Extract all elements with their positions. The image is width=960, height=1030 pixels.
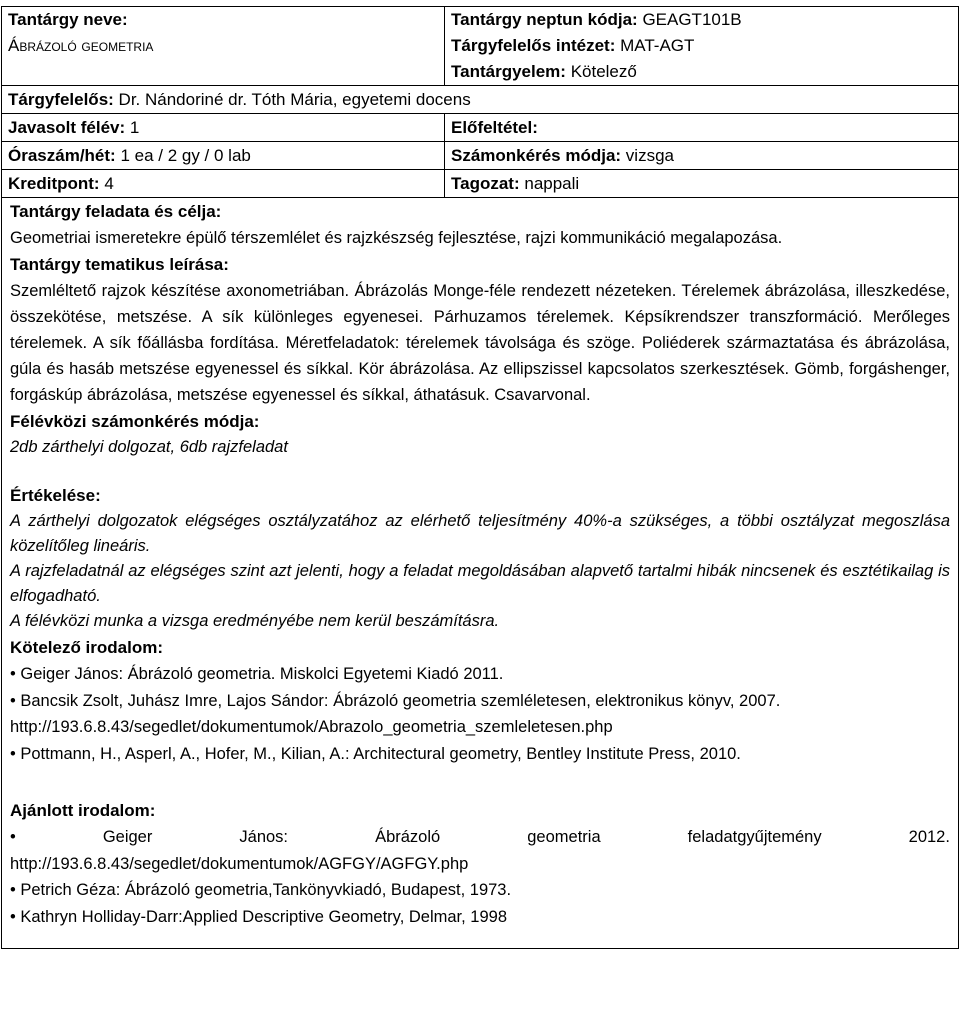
required-lit-item: • Pottmann, H., Asperl, A., Hofer, M., Kilian, A.: Architectural geometry, Bentley Institute Press, 2010.: [10, 744, 741, 763]
exam-value: vizsga: [625, 146, 674, 165]
goal-label: Tantárgy feladata és célja:: [10, 202, 222, 221]
responsible-cell: [2, 86, 959, 114]
credit-label: Kreditpont:: [8, 174, 100, 193]
credit-cell: [2, 170, 445, 198]
institute: MAT-AGT: [620, 36, 695, 55]
exam-label: Számonkérés módja:: [451, 146, 622, 165]
subject-name-cell: [2, 7, 445, 86]
spacer: [10, 767, 950, 797]
recommended-lit-item: • Kathryn Holliday-Darr:Applied Descriptive Geometry, Delmar, 1998: [10, 907, 507, 926]
element-label: Tantárgyelem:: [451, 62, 566, 81]
main-content-cell: [2, 198, 959, 949]
word: János:: [239, 828, 289, 846]
hours-cell: [2, 142, 445, 170]
division-value: nappali: [524, 174, 580, 193]
word: 2012.: [908, 828, 950, 846]
midterm-text: 2db zárthelyi dolgozat, 6db rajzfeladat: [10, 438, 288, 456]
neptun-label: Tantárgy neptun kódja:: [451, 10, 638, 29]
exam-cell: [445, 142, 959, 170]
subject-name-label: Tantárgy neve:: [8, 10, 128, 29]
recommended-lit-item: • Petrich Géza: Ábrázoló geometria,Tankönyvkiadó, Budapest, 1973.: [10, 881, 512, 899]
semester-label: Javasolt félév:: [8, 118, 126, 137]
midterm-label: Félévközi számonkérés módja:: [10, 412, 260, 431]
division-cell: [445, 170, 959, 198]
required-lit-url[interactable]: http://193.6.8.43/segedlet/dokumentumok/Abrazolo_geometria_szemleletesen.php: [10, 718, 613, 736]
topics-text: Szemléltető rajzok készítése axonometriában. Ábrázolás Monge-féle rendezett nézeteken. Térelemek ábrázolása, illeszkedése, összekötése, metszése. A sík különleges egyenesei. Párhuzamos térelemek. Képsíkrendszer transzformáció. Merőleges térelemek. A sík főállásba fordítása. Méretfeladatok: térelemek távolsága és szöge. Poliéderek származtatása és ábrázolása, gúla és hasáb metszése egyenessel és síkkal. Kör ábrázolása. Az ellipszissel kapcsolatos szerkesztések. Gömb, forgáshenger, forgáskúp ábrázolása, metszése egyenessel és síkkal, áthatásuk. Csavarvonal.: [10, 282, 950, 404]
responsible-label: Tárgyfelelős:: [8, 90, 114, 109]
goal-text: Geometriai ismeretekre épülő térszemlélet és rajzkészség fejlesztése, rajzi kommunikáció megalapozása.: [10, 229, 783, 247]
recommended-lit-label: Ajánlott irodalom:: [10, 801, 156, 820]
evaluation-p1: A zárthelyi dolgozatok elégséges osztályzatához az elérhető teljesítmény 40%-a szükséges, a többi osztályzat megoszlása közelítőleg lineáris.: [10, 512, 950, 555]
word: Geiger: [102, 828, 153, 846]
evaluation-p3: A félévközi munka a vizsga eredményébe nem kerül beszámításra.: [10, 612, 500, 630]
semester-value: 1: [129, 118, 140, 137]
required-lit-label: Kötelező irodalom:: [10, 638, 164, 657]
word: geometria: [527, 828, 601, 846]
prereq-cell: [445, 114, 959, 142]
neptun-code: GEAGT101B: [642, 10, 742, 29]
course-sheet: [1, 6, 959, 949]
topics-label: Tantárgy tematikus leírása:: [10, 255, 229, 274]
required-lit-item: • Bancsik Zsolt, Juhász Imre, Lajos Sándor: Ábrázoló geometria szemléletesen, elektronikus könyv, 2007.: [10, 691, 781, 710]
word: feladatgyűjtemény: [687, 828, 822, 846]
bullet: •: [10, 828, 16, 846]
credit-value: 4: [104, 174, 114, 193]
evaluation-label: Értékelése:: [10, 486, 101, 505]
hours-value: 1 ea / 2 gy / 0 lab: [120, 146, 251, 165]
subject-name: Ábrázoló geometria: [8, 36, 154, 55]
division-label: Tagozat:: [451, 174, 520, 193]
hours-label: Óraszám/hét:: [8, 146, 116, 165]
evaluation-p2: A rajzfeladatnál az elégséges szint azt jelenti, hogy a feladat megoldásában alapvető tartalmi hibák nincsenek és esztétikailag is elfogadható.: [10, 562, 950, 605]
recommended-lit-item: [10, 824, 950, 851]
subject-meta-cell: [445, 7, 959, 86]
word: Ábrázoló: [375, 828, 441, 846]
responsible-value: Dr. Nándoriné dr. Tóth Mária, egyetemi docens: [118, 90, 471, 109]
required-lit-item: • Geiger János: Ábrázoló geometria. Miskolci Egyetemi Kiadó 2011.: [10, 665, 504, 683]
spacer: [10, 460, 950, 482]
institute-label: Tárgyfelelős intézet:: [451, 36, 616, 55]
prereq-label: Előfeltétel:: [451, 118, 538, 137]
element: Kötelező: [570, 62, 637, 81]
recommended-lit-url[interactable]: http://193.6.8.43/segedlet/dokumentumok/AGFGY/AGFGY.php: [10, 854, 469, 873]
semester-cell: [2, 114, 445, 142]
